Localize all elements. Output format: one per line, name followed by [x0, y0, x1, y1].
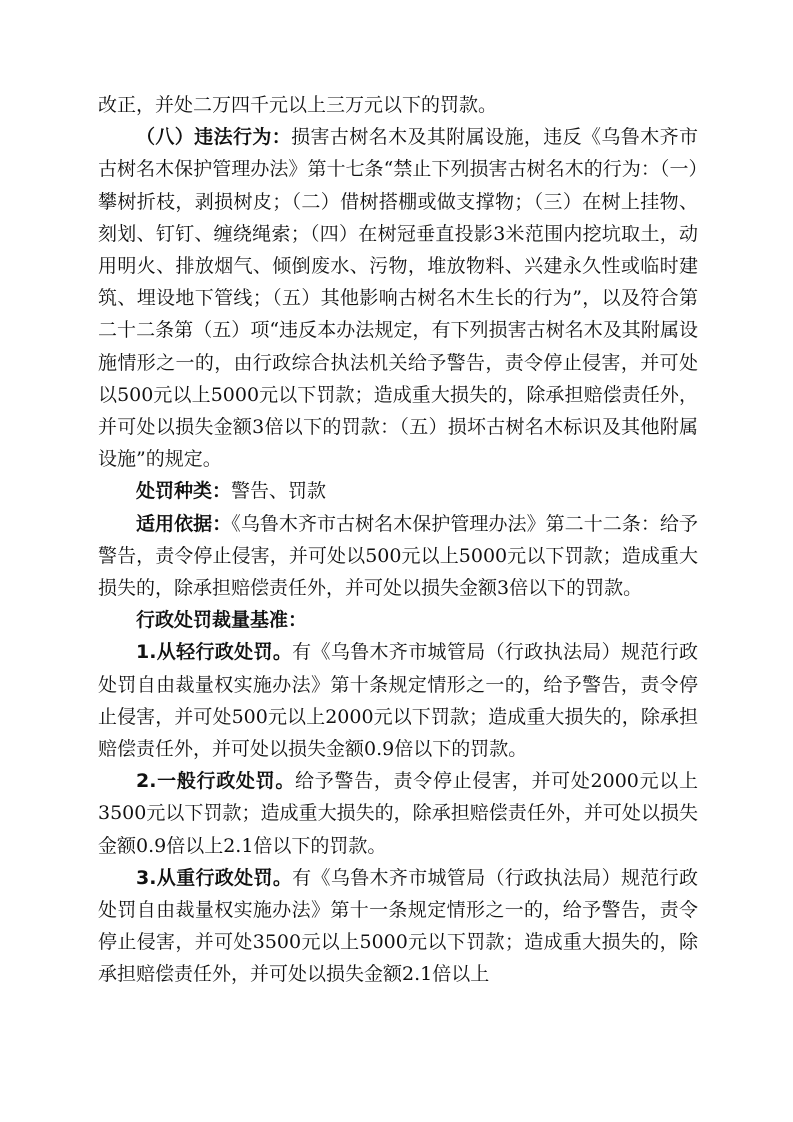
- paragraph-heading: 1.从轻行政处罚。: [136, 641, 293, 664]
- paragraph-text: 有《乌鲁木齐市城管局（行政执法局）规范行政处罚自由裁量权实施办法》第十条规定情形之一的，给予警告，责令停止侵害，并可处500元以上2000元以下罚款；造成重大损失的，除承担赔偿责任外，并可处以损失金额0.9倍以下的罚款。: [98, 641, 698, 761]
- paragraph-heading: 处罚种类：: [136, 480, 232, 503]
- paragraph-heading: 行政处罚裁量基准：: [136, 609, 308, 632]
- paragraph-discretion-standard: [98, 604, 698, 636]
- paragraph-text: 《乌鲁木齐市古树名木保护管理办法》第二十二条：给予警告，责令停止侵害，并可处以500元以上5000元以下罚款；造成重大损失的，除承担赔偿责任外，并可处以损失金额3倍以下的罚款。: [98, 512, 698, 600]
- paragraph-text: 损害古树名木及其附属设施，违反《乌鲁木齐市古树名木保护管理办法》第十七条“禁止下列损害古树名木的行为：（一）攀树折枝，剥损树皮；（二）借树搭棚或做支撑物；（三）在树上挂物、刻划、钉钉、缠绕绳索；（四）在树冠垂直投影3米范围内挖坑取土，动用明火、排放烟气、倾倒废水、污物，堆放物料、兴建永久性或临时建筑、埋设地下管线；（五）其他影响古树名木生长的行为”，以及符合第二十二条第（五）项“违反本办法规定，有下列损害古树名木及其附属设施情形之一的，由行政综合执法机关给予警告，责令停止侵害，并可处以500元以上5000元以下罚款；造成重大损失的，除承担赔偿责任外，并可处以损失金额3倍以下的罚款：（五）损坏古树名木标识及其他附属设施”的规定。: [98, 126, 698, 471]
- paragraph-penalty-type: [98, 475, 698, 507]
- paragraph-violation: [98, 121, 698, 475]
- document-page: [98, 89, 698, 991]
- paragraph-severe-penalty: [98, 862, 698, 991]
- paragraph-general-penalty: [98, 765, 698, 862]
- paragraph-heading: （八）违法行为：: [136, 126, 292, 149]
- paragraph-text: 改正，并处二万四千元以上三万元以下的罚款。: [98, 94, 498, 116]
- paragraph-text: 警告、罚款: [231, 480, 327, 503]
- paragraph-continuation: [98, 89, 698, 121]
- paragraph-heading: 2.一般行政处罚。: [136, 770, 296, 793]
- paragraph-heading: 适用依据：: [136, 512, 232, 535]
- paragraph-heading: 3.从重行政处罚。: [136, 866, 293, 889]
- paragraph-lenient-penalty: [98, 636, 698, 765]
- paragraph-text: 给予警告，责令停止侵害，并可处2000元以上3500元以下罚款；造成重大损失的，除承担赔偿责任外，并可处以损失金额0.9倍以上2.1倍以下的罚款。: [98, 770, 698, 857]
- paragraph-legal-basis: [98, 508, 698, 605]
- paragraph-text: 有《乌鲁木齐市城管局（行政执法局）规范行政处罚自由裁量权实施办法》第十一条规定情形之一的，给予警告，责令停止侵害，并可处3500元以上5000元以下罚款；造成重大损失的，除承担赔偿责任外，并可处以损失金额2.1倍以上: [98, 866, 698, 986]
